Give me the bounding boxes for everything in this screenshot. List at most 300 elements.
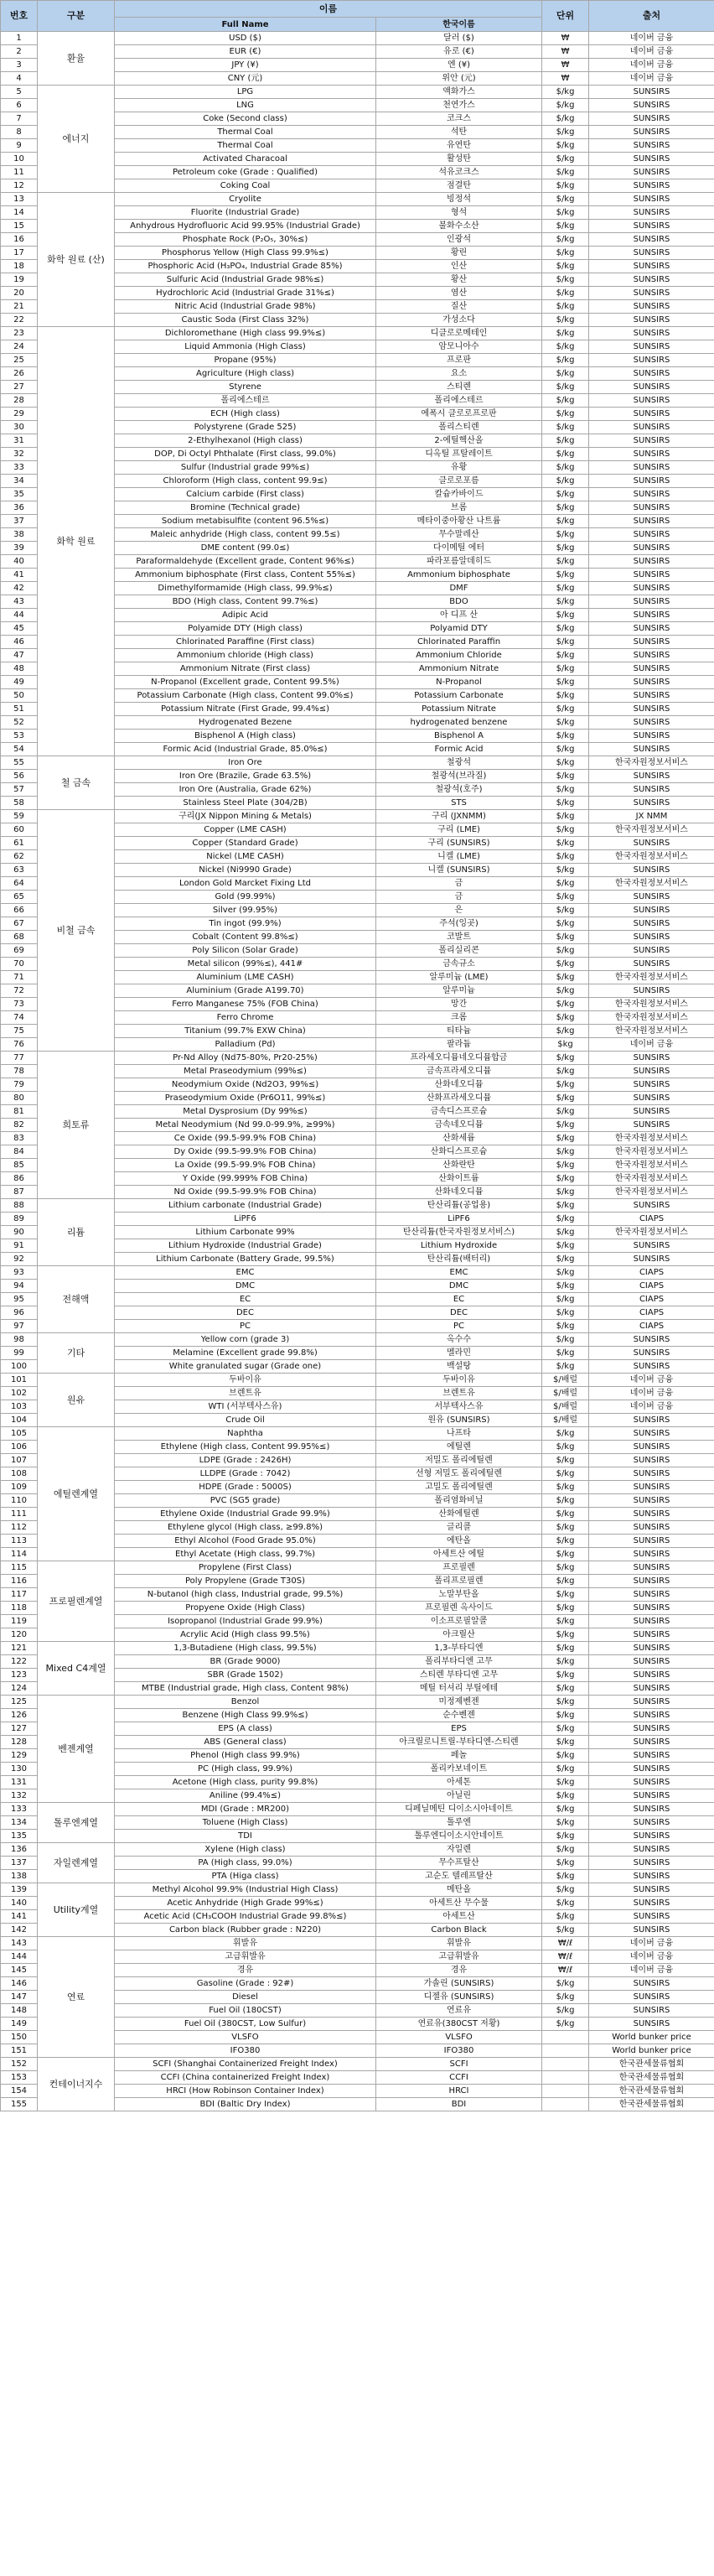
full-name-cell: Yellow corn (grade 3) (115, 1333, 376, 1347)
unit-cell: $/kg (542, 595, 589, 609)
source-cell: SUNSIRS (589, 1910, 714, 1924)
row-number: 100 (1, 1360, 38, 1374)
full-name-cell: Hydrochloric Acid (Industrial Grade 31%≤) (115, 287, 376, 300)
unit-cell: $/kg (542, 354, 589, 367)
full-name-cell: PTA (Higa class) (115, 1870, 376, 1883)
row-number: 32 (1, 448, 38, 461)
unit-cell: $/kg (542, 1615, 589, 1628)
unit-cell: $/kg (542, 609, 589, 622)
korean-name-cell: 불화수소산 (376, 220, 542, 233)
unit-cell: $/kg (542, 381, 589, 394)
full-name-cell: London Gold Marcket Fixing Ltd (115, 877, 376, 891)
korean-name-cell: 니켈 (LME) (376, 850, 542, 864)
korean-name-cell: 옥수수 (376, 1333, 542, 1347)
full-name-cell: White granulated sugar (Grade one) (115, 1360, 376, 1374)
korean-name-cell: 백설탕 (376, 1360, 542, 1374)
korean-name-cell: 금속디스프로슘 (376, 1105, 542, 1119)
korean-name-cell: Chlorinated Paraffin (376, 636, 542, 649)
unit-cell: $/kg (542, 1816, 589, 1830)
korean-name-cell: 나프타 (376, 1427, 542, 1441)
unit-cell: $/kg (542, 1239, 589, 1253)
unit-cell: $/kg (542, 1454, 589, 1467)
source-cell: SUNSIRS (589, 153, 714, 166)
korean-name-cell: Bisphenol A (376, 730, 542, 743)
row-number: 27 (1, 381, 38, 394)
source-cell: SUNSIRS (589, 1642, 714, 1655)
full-name-cell: Palladium (Pd) (115, 1038, 376, 1052)
source-cell: SUNSIRS (589, 461, 714, 475)
source-cell: SUNSIRS (589, 1615, 714, 1628)
full-name-cell: SCFI (Shanghai Containerized Freight Index) (115, 2058, 376, 2071)
table-row (1, 1937, 714, 1950)
korean-name-cell: 연료유 (376, 2004, 542, 2018)
unit-cell: $/kg (542, 582, 589, 595)
korean-name-cell: 산화이트륨 (376, 1172, 542, 1186)
source-cell: 한국자원정보서비스 (589, 1132, 714, 1145)
unit-cell: $/kg (542, 273, 589, 287)
table-row (1, 1427, 714, 1441)
korean-name-cell: 이소프로필알콜 (376, 1615, 542, 1628)
source-cell: 네이버 금융 (589, 1038, 714, 1052)
source-cell: SUNSIRS (589, 421, 714, 434)
source-cell: SUNSIRS (589, 716, 714, 730)
source-cell: SUNSIRS (589, 126, 714, 139)
row-number: 43 (1, 595, 38, 609)
unit-cell: $/kg (542, 649, 589, 662)
full-name-cell: 브렌트유 (115, 1387, 376, 1400)
full-name-cell: Copper (LME CASH) (115, 823, 376, 837)
unit-cell: $/kg (542, 1253, 589, 1266)
korean-name-cell: 프로판 (376, 354, 542, 367)
category-label: 화학 원료 (산) (38, 193, 115, 327)
full-name-cell: Y Oxide (99.999% FOB China) (115, 1172, 376, 1186)
unit-cell: $kg (542, 1038, 589, 1052)
full-name-cell: Chloroform (High class, content 99.9≤) (115, 475, 376, 488)
korean-name-cell: 석유코크스 (376, 166, 542, 179)
unit-cell (542, 2058, 589, 2071)
unit-cell: $/kg (542, 247, 589, 260)
unit-cell: $/kg (542, 555, 589, 569)
source-cell: SUNSIRS (589, 233, 714, 247)
row-number: 70 (1, 958, 38, 971)
full-name-cell: Polystyrene (Grade 525) (115, 421, 376, 434)
korean-name-cell: 휘발유 (376, 1937, 542, 1950)
full-name-cell: 2-Ethylhexanol (High class) (115, 434, 376, 448)
row-number: 133 (1, 1803, 38, 1816)
unit-cell: $/kg (542, 220, 589, 233)
row-number: 80 (1, 1092, 38, 1105)
row-number: 48 (1, 662, 38, 676)
row-number: 143 (1, 1937, 38, 1950)
unit-cell: $/kg (542, 1320, 589, 1333)
table-row (1, 2058, 714, 2071)
korean-name-cell: 경유 (376, 1964, 542, 1977)
unit-cell: $/kg (542, 1213, 589, 1226)
korean-name-cell: 스티렌 (376, 381, 542, 394)
source-cell: SUNSIRS (589, 797, 714, 810)
source-cell: SUNSIRS (589, 193, 714, 206)
unit-cell (542, 2071, 589, 2085)
korean-name-cell: 아세트산 에틸 (376, 1548, 542, 1561)
unit-cell: ₩ (542, 59, 589, 72)
korean-name-cell: SCFI (376, 2058, 542, 2071)
unit-cell: $/kg (542, 1749, 589, 1763)
row-number: 89 (1, 1213, 38, 1226)
source-cell: 네이버 금융 (589, 1400, 714, 1414)
unit-cell: $/kg (542, 99, 589, 112)
row-number: 118 (1, 1602, 38, 1615)
row-number: 55 (1, 756, 38, 770)
korean-name-cell: 금속프라세오디뮴 (376, 1065, 542, 1078)
full-name-cell: Caustic Soda (First Class 32%) (115, 314, 376, 327)
source-cell: SUNSIRS (589, 636, 714, 649)
row-number: 111 (1, 1508, 38, 1521)
source-cell: SUNSIRS (589, 770, 714, 783)
source-cell: 네이버 금융 (589, 1387, 714, 1400)
unit-cell: $/kg (542, 877, 589, 891)
row-number: 69 (1, 944, 38, 958)
row-number: 39 (1, 542, 38, 555)
source-cell: SUNSIRS (589, 99, 714, 112)
full-name-cell: Iron Ore (Brazile, Grade 63.5%) (115, 770, 376, 783)
source-cell: 네이버 금융 (589, 45, 714, 59)
full-name-cell: Dichloromethane (High class 99.9%≤) (115, 327, 376, 340)
row-number: 92 (1, 1253, 38, 1266)
category-label: Utility계열 (38, 1883, 115, 1937)
row-number: 11 (1, 166, 38, 179)
source-cell: SUNSIRS (589, 381, 714, 394)
korean-name-cell: Potassium Carbonate (376, 689, 542, 703)
source-cell: SUNSIRS (589, 1414, 714, 1427)
source-cell: SUNSIRS (589, 1870, 714, 1883)
row-number: 54 (1, 743, 38, 756)
unit-cell: $/kg (542, 475, 589, 488)
source-cell: SUNSIRS (589, 1481, 714, 1494)
row-number: 26 (1, 367, 38, 381)
source-cell: SUNSIRS (589, 1696, 714, 1709)
korean-name-cell: 은 (376, 904, 542, 917)
source-cell: SUNSIRS (589, 1803, 714, 1816)
unit-cell: $/kg (542, 797, 589, 810)
unit-cell: $/kg (542, 917, 589, 931)
source-cell: SUNSIRS (589, 1092, 714, 1105)
source-cell: CIAPS (589, 1293, 714, 1306)
korean-name-cell: 폴리실리콘 (376, 944, 542, 958)
korean-name-cell: HRCI (376, 2085, 542, 2098)
korean-name-cell: STS (376, 797, 542, 810)
full-name-cell: Fluorite (Industrial Grade) (115, 206, 376, 220)
unit-cell: $/kg (542, 408, 589, 421)
source-cell: 네이버 금융 (589, 59, 714, 72)
korean-name-cell: Ammonium Chloride (376, 649, 542, 662)
unit-cell: $/kg (542, 300, 589, 314)
unit-cell: $/kg (542, 287, 589, 300)
full-name-cell: Naphtha (115, 1427, 376, 1441)
category-label: 비철 금속 (38, 810, 115, 1052)
row-number: 155 (1, 2098, 38, 2111)
unit-cell: $/kg (542, 1843, 589, 1857)
source-cell: SUNSIRS (589, 1052, 714, 1065)
unit-cell: $/kg (542, 1696, 589, 1709)
source-cell: 한국관세물류협회 (589, 2098, 714, 2111)
row-number: 24 (1, 340, 38, 354)
table-body (1, 32, 714, 2111)
unit-cell: $/kg (542, 1494, 589, 1508)
row-number: 145 (1, 1964, 38, 1977)
unit-cell: $/kg (542, 542, 589, 555)
row-number: 38 (1, 528, 38, 542)
full-name-cell: Metal silicon (99%≤), 441# (115, 958, 376, 971)
row-number: 152 (1, 2058, 38, 2071)
korean-name-cell: 황산 (376, 273, 542, 287)
korean-name-cell: 달러 ($) (376, 32, 542, 45)
korean-name-cell: 폴리에스테르 (376, 394, 542, 408)
table-row (1, 32, 714, 45)
full-name-cell: Potassium Carbonate (High class, Content 99.0%≤) (115, 689, 376, 703)
row-number: 34 (1, 475, 38, 488)
row-number: 76 (1, 1038, 38, 1052)
header-unit: 단위 (542, 1, 589, 32)
source-cell: 한국관세물류협회 (589, 2058, 714, 2071)
full-name-cell: Phosphoric Acid (H₃PO₄, Industrial Grade 85%) (115, 260, 376, 273)
unit-cell: $/kg (542, 448, 589, 461)
row-number: 140 (1, 1897, 38, 1910)
full-name-cell: HDPE (Grade : 5000S) (115, 1481, 376, 1494)
full-name-cell: Ammonium chloride (High class) (115, 649, 376, 662)
full-name-cell: Copper (Standard Grade) (115, 837, 376, 850)
source-cell: SUNSIRS (589, 1628, 714, 1642)
row-number: 2 (1, 45, 38, 59)
header-name: 이름 (115, 1, 542, 18)
row-number: 21 (1, 300, 38, 314)
unit-cell: $/kg (542, 1360, 589, 1374)
full-name-cell: Nickel (Ni9990 Grade) (115, 864, 376, 877)
row-number: 108 (1, 1467, 38, 1481)
source-cell: SUNSIRS (589, 622, 714, 636)
unit-cell: $/kg (542, 1991, 589, 2004)
source-cell: 한국자원정보서비스 (589, 756, 714, 770)
unit-cell: $/kg (542, 1481, 589, 1494)
row-number: 91 (1, 1239, 38, 1253)
source-cell: 네이버 금융 (589, 72, 714, 86)
row-number: 136 (1, 1843, 38, 1857)
full-name-cell: Nickel (LME CASH) (115, 850, 376, 864)
unit-cell: $/kg (542, 1924, 589, 1937)
row-number: 148 (1, 2004, 38, 2018)
full-name-cell: Poly Silicon (Solar Grade) (115, 944, 376, 958)
full-name-cell: DME content (99.0≤) (115, 542, 376, 555)
full-name-cell: Aniline (99.4%≤) (115, 1789, 376, 1803)
full-name-cell: MTBE (Industrial grade, High class, Content 98%) (115, 1682, 376, 1696)
row-number: 94 (1, 1280, 38, 1293)
source-cell: SUNSIRS (589, 582, 714, 595)
korean-name-cell: 디클로로메테인 (376, 327, 542, 340)
row-number: 74 (1, 1011, 38, 1025)
korean-name-cell: 금 (376, 877, 542, 891)
row-number: 149 (1, 2018, 38, 2031)
source-cell: SUNSIRS (589, 394, 714, 408)
row-number: 86 (1, 1172, 38, 1186)
row-number: 123 (1, 1669, 38, 1682)
unit-cell: $/kg (542, 233, 589, 247)
source-cell: SUNSIRS (589, 730, 714, 743)
full-name-cell: LiPF6 (115, 1213, 376, 1226)
unit-cell: $/kg (542, 689, 589, 703)
full-name-cell: EPS (A class) (115, 1722, 376, 1736)
korean-name-cell: 빙정석 (376, 193, 542, 206)
unit-cell: $/kg (542, 1883, 589, 1897)
full-name-cell: Agriculture (High class) (115, 367, 376, 381)
source-cell: SUNSIRS (589, 1669, 714, 1682)
full-name-cell: Bromine (Technical grade) (115, 501, 376, 515)
korean-name-cell: 아크릴산 (376, 1628, 542, 1642)
row-number: 130 (1, 1763, 38, 1776)
unit-cell: $/kg (542, 850, 589, 864)
source-cell: SUNSIRS (589, 931, 714, 944)
full-name-cell: Ethylene glycol (High class, ≥99.8%) (115, 1521, 376, 1535)
full-name-cell: Anhydrous Hydrofluoric Acid 99.95% (Industrial Grade) (115, 220, 376, 233)
row-number: 138 (1, 1870, 38, 1883)
korean-name-cell: 코발트 (376, 931, 542, 944)
source-cell: SUNSIRS (589, 891, 714, 904)
row-number: 88 (1, 1199, 38, 1213)
unit-cell: $/kg (542, 206, 589, 220)
korean-name-cell: 메탄올 (376, 1883, 542, 1897)
source-cell: SUNSIRS (589, 1991, 714, 2004)
table-row (1, 1266, 714, 1280)
full-name-cell: Stainless Steel Plate (304/2B) (115, 797, 376, 810)
full-name-cell: Carbon black (Rubber grade : N220) (115, 1924, 376, 1937)
source-cell: SUNSIRS (589, 1682, 714, 1696)
full-name-cell: Fuel Oil (380CST, Low Sulfur) (115, 2018, 376, 2031)
unit-cell: $/kg (542, 1333, 589, 1347)
source-cell: SUNSIRS (589, 112, 714, 126)
source-cell: SUNSIRS (589, 327, 714, 340)
korean-name-cell: 메틸 터셔리 부틸에테 (376, 1682, 542, 1696)
row-number: 104 (1, 1414, 38, 1427)
row-number: 16 (1, 233, 38, 247)
korean-name-cell: 철광석(브라질) (376, 770, 542, 783)
korean-name-cell: 폴리부타디엔 고무 (376, 1655, 542, 1669)
source-cell: SUNSIRS (589, 179, 714, 193)
row-number: 22 (1, 314, 38, 327)
source-cell: SUNSIRS (589, 1333, 714, 1347)
unit-cell: $/kg (542, 1145, 589, 1159)
korean-name-cell: 금속네오디뮴 (376, 1119, 542, 1132)
row-number: 151 (1, 2044, 38, 2058)
unit-cell: $/kg (542, 1065, 589, 1078)
korean-name-cell: 에틸렌 (376, 1441, 542, 1454)
table-row (1, 810, 714, 823)
source-cell: SUNSIRS (589, 528, 714, 542)
full-name-cell: Phenol (High class 99.9%) (115, 1749, 376, 1763)
row-number: 113 (1, 1535, 38, 1548)
table-row (1, 1883, 714, 1897)
korean-name-cell: 프로필렌 (376, 1561, 542, 1575)
source-cell: SUNSIRS (589, 864, 714, 877)
row-number: 97 (1, 1320, 38, 1333)
row-number: 72 (1, 984, 38, 998)
full-name-cell: Crude Oil (115, 1414, 376, 1427)
korean-name-cell: 자일렌 (376, 1843, 542, 1857)
row-number: 79 (1, 1078, 38, 1092)
row-number: 9 (1, 139, 38, 153)
unit-cell: $/kg (542, 1226, 589, 1239)
full-name-cell: PC (115, 1320, 376, 1333)
korean-name-cell: 액화가스 (376, 86, 542, 99)
full-name-cell: 폴리에스테르 (115, 394, 376, 408)
full-name-cell: Isopropanol (Industrial Grade 99.9%) (115, 1615, 376, 1628)
full-name-cell: Melamine (Excellent grade 99.8%) (115, 1347, 376, 1360)
full-name-cell: EUR (€) (115, 45, 376, 59)
source-cell: SUNSIRS (589, 1494, 714, 1508)
source-cell: SUNSIRS (589, 1347, 714, 1360)
row-number: 45 (1, 622, 38, 636)
row-number: 144 (1, 1950, 38, 1964)
full-name-cell: Nitric Acid (Industrial Grade 98%) (115, 300, 376, 314)
table-row (1, 1199, 714, 1213)
unit-cell: $/kg (542, 488, 589, 501)
unit-cell (542, 2031, 589, 2044)
full-name-cell: Dy Oxide (99.5-99.9% FOB China) (115, 1145, 376, 1159)
full-name-cell: Poly Propylene (Grade T30S) (115, 1575, 376, 1588)
korean-name-cell: 칼슘카바이드 (376, 488, 542, 501)
row-number: 3 (1, 59, 38, 72)
korean-name-cell: Formic Acid (376, 743, 542, 756)
row-number: 67 (1, 917, 38, 931)
source-cell: SUNSIRS (589, 434, 714, 448)
category-label: 전해액 (38, 1266, 115, 1333)
source-cell: 한국자원정보서비스 (589, 823, 714, 837)
row-number: 84 (1, 1145, 38, 1159)
source-cell: SUNSIRS (589, 1897, 714, 1910)
korean-name-cell: 브렌트유 (376, 1387, 542, 1400)
unit-cell: $/kg (542, 756, 589, 770)
category-label: 철 금속 (38, 756, 115, 810)
unit-cell: $/kg (542, 1897, 589, 1910)
row-number: 35 (1, 488, 38, 501)
korean-name-cell: 1,3-부타디엔 (376, 1642, 542, 1655)
unit-cell: $/kg (542, 461, 589, 475)
unit-cell: ₩/ℓ (542, 1937, 589, 1950)
source-cell: SUNSIRS (589, 984, 714, 998)
source-cell: SUNSIRS (589, 1924, 714, 1937)
source-cell: SUNSIRS (589, 2004, 714, 2018)
source-cell: SUNSIRS (589, 743, 714, 756)
source-cell: SUNSIRS (589, 1078, 714, 1092)
full-name-cell: MDI (Grade : MR200) (115, 1803, 376, 1816)
category-label: 희토류 (38, 1052, 115, 1199)
row-number: 121 (1, 1642, 38, 1655)
korean-name-cell: 에폭시 클로로프로판 (376, 408, 542, 421)
unit-cell: $/kg (542, 86, 589, 99)
unit-cell: $/kg (542, 1910, 589, 1924)
row-number: 95 (1, 1293, 38, 1306)
korean-name-cell: Ammonium biphosphate (376, 569, 542, 582)
source-cell: SUNSIRS (589, 904, 714, 917)
source-cell: SUNSIRS (589, 340, 714, 354)
unit-cell: $/kg (542, 153, 589, 166)
table-row (1, 193, 714, 206)
full-name-cell: Hydrogenated Bezene (115, 716, 376, 730)
source-cell: 한국자원정보서비스 (589, 998, 714, 1011)
korean-name-cell: 유황 (376, 461, 542, 475)
row-number: 44 (1, 609, 38, 622)
unit-cell: $/kg (542, 126, 589, 139)
table-row (1, 1374, 714, 1387)
full-name-cell: Ethylene Oxide (Industrial Grade 99.9%) (115, 1508, 376, 1521)
source-cell: SUNSIRS (589, 837, 714, 850)
